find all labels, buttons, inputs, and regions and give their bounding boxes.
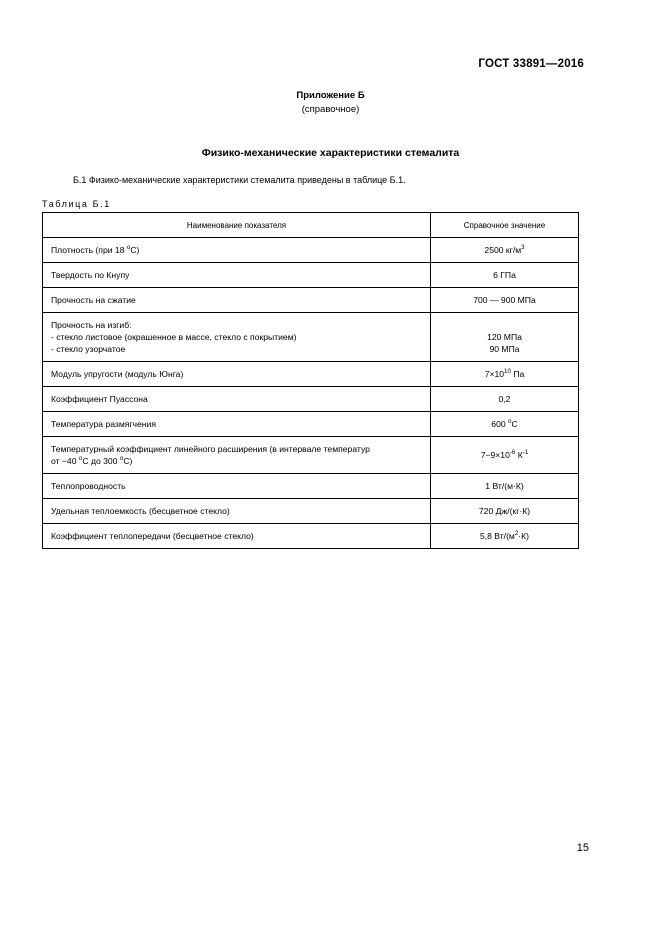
page-title: Физико-механические характеристики стемалита bbox=[201, 147, 460, 159]
intro-paragraph: Б.1 Физико-механические характеристики стемалита приведены в таблице Б.1. bbox=[73, 175, 406, 185]
cell-reference-value: 700 — 900 МПа bbox=[431, 288, 579, 313]
cell-reference-value: 600 $^о$С bbox=[431, 412, 579, 437]
table-row bbox=[43, 412, 579, 437]
cell-reference-value: $7\times 10^{10}$ Па bbox=[431, 362, 579, 387]
appendix-subtitle: (справочное) bbox=[301, 104, 360, 115]
table-header bbox=[43, 213, 579, 238]
table-caption: Таблица Б.1 bbox=[42, 199, 111, 209]
table-row bbox=[43, 437, 579, 474]
table-row bbox=[43, 474, 579, 499]
cell-indicator-name: Твердость по Кнупу bbox=[43, 263, 431, 288]
cell-indicator-name: Температура размягчения bbox=[43, 412, 431, 437]
cell-indicator-name: Коэффициент теплопередачи (бесцветное стекло) bbox=[43, 524, 431, 549]
table-row bbox=[43, 313, 579, 362]
cell-indicator-name: Температурный коэффициент линейного расширения (в интервале температур от −40 $^о$С до 300 $^о$С) bbox=[43, 437, 431, 474]
cell-reference-value: $7-9\times 10^{-6}$ $К^{-1}$ bbox=[431, 437, 579, 474]
cell-indicator-name: Прочность на сжатие bbox=[43, 288, 431, 313]
appendix-heading bbox=[0, 89, 661, 117]
table-body bbox=[43, 238, 579, 549]
cell-reference-value: 6 ГПа bbox=[431, 263, 579, 288]
cell-reference-value: 5,8 $Вт/(м^2\cdot К)$ bbox=[431, 524, 579, 549]
cell-reference-value: 1 Вт/(м·К) bbox=[431, 474, 579, 499]
page-number: 15 bbox=[576, 842, 589, 854]
table-row bbox=[43, 362, 579, 387]
table-row bbox=[43, 238, 579, 263]
table-row bbox=[43, 263, 579, 288]
table-row bbox=[43, 387, 579, 412]
column-header-value: Справочное значение bbox=[431, 213, 579, 238]
cell-reference-value: 720 Дж/(кг·К) bbox=[431, 499, 579, 524]
appendix-title: Приложение Б bbox=[296, 90, 365, 101]
cell-indicator-name: Прочность на изгиб: - стекло листовое (окрашенное в массе, стекло с покрытием) - стекло узорчатое bbox=[43, 313, 431, 362]
cell-indicator-name: Теплопроводность bbox=[43, 474, 431, 499]
cell-reference-value: 0,2 bbox=[431, 387, 579, 412]
standard-header: ГОСТ 33891—2016 bbox=[478, 58, 584, 70]
table-row bbox=[43, 499, 579, 524]
cell-indicator-name: Коэффициент Пуассона bbox=[43, 387, 431, 412]
cell-reference-value: 2500 $кг/м^3$ bbox=[431, 238, 579, 263]
cell-reference-value: 120 МПа 90 МПа bbox=[431, 313, 579, 362]
cell-indicator-name: Модуль упругости (модуль Юнга) bbox=[43, 362, 431, 387]
table-row bbox=[43, 524, 579, 549]
column-header-name: Наименование показателя bbox=[43, 213, 431, 238]
table-header-row bbox=[43, 213, 579, 238]
table-row bbox=[43, 288, 579, 313]
cell-indicator-name: Плотность (при 18 $^о$С) bbox=[43, 238, 431, 263]
spec-table bbox=[42, 212, 579, 549]
cell-indicator-name: Удельная теплоемкость (бесцветное стекло) bbox=[43, 499, 431, 524]
